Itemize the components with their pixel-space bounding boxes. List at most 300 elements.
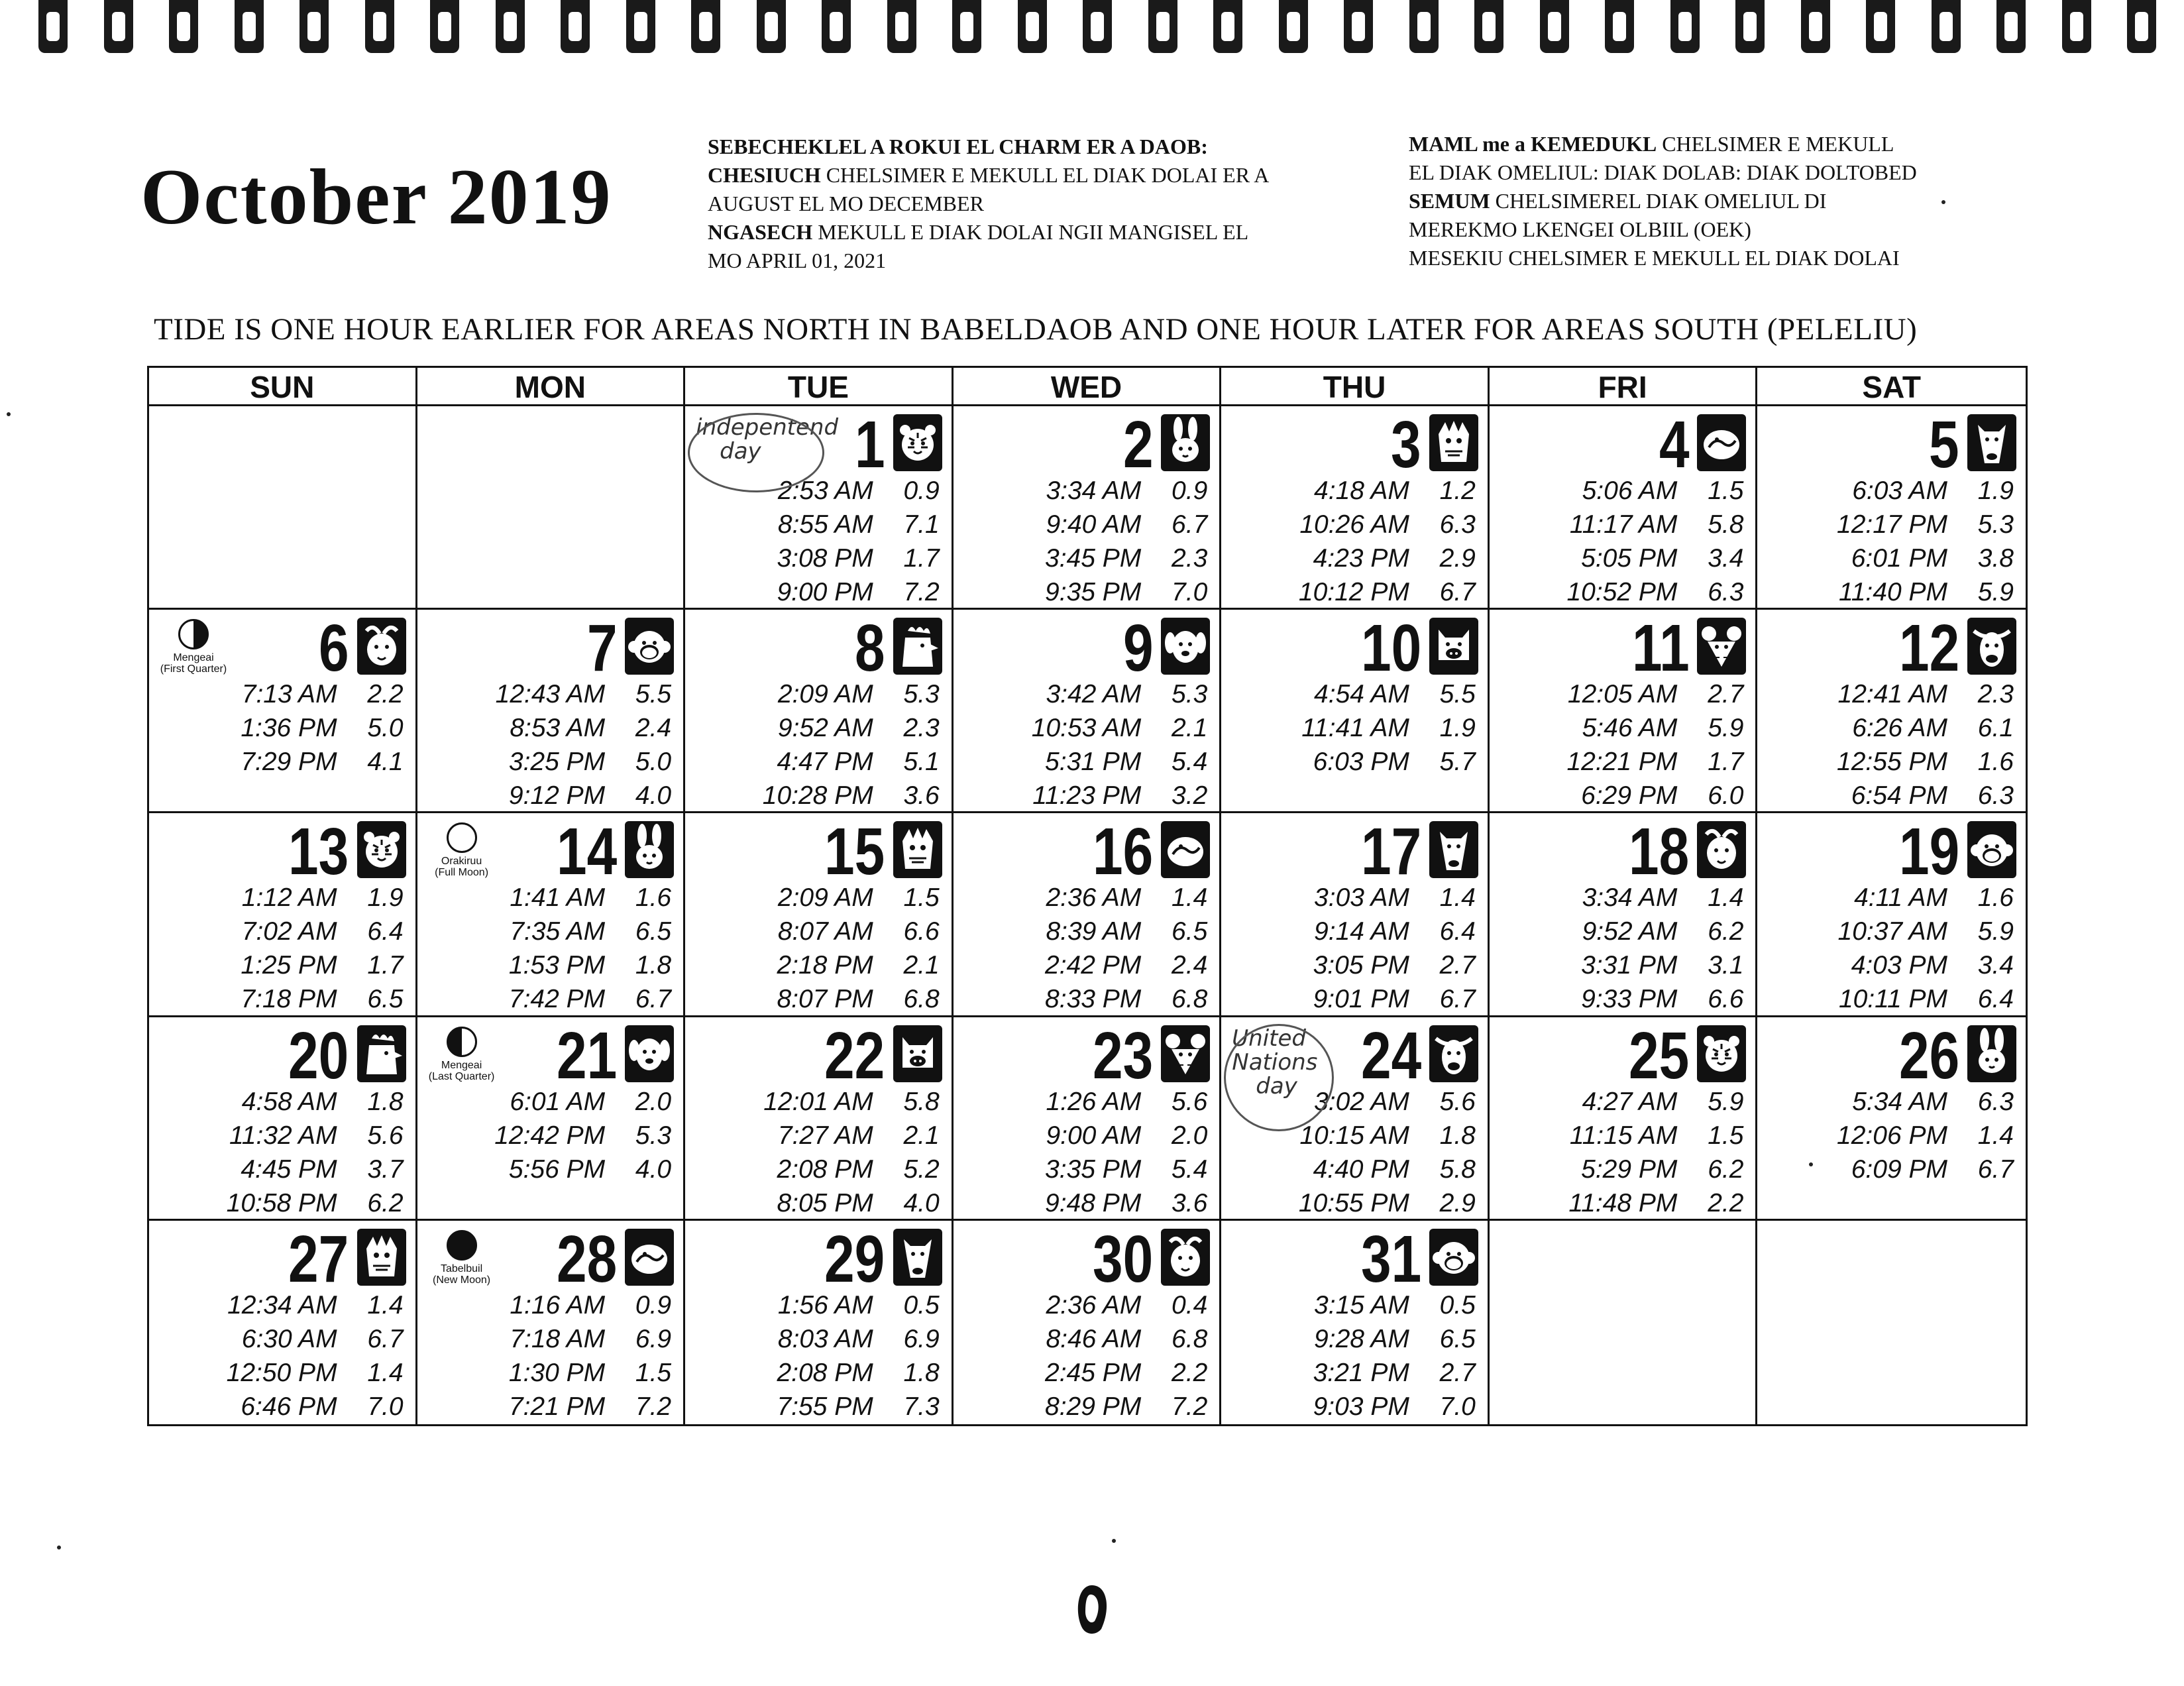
tide-row [763, 745, 940, 779]
binding-ring [1735, 0, 1765, 53]
moon-phase [425, 1230, 498, 1286]
day-cell [1490, 610, 1758, 813]
tide-row [1566, 779, 1743, 813]
tide-list [1566, 474, 1743, 609]
tide-time: 7:18 PM [241, 985, 337, 1014]
tide-time: 4:03 PM [1851, 951, 1947, 980]
tide-time: 3:25 PM [508, 748, 606, 777]
day-cell [1221, 813, 1490, 1017]
tide-height: 1.6 [1977, 748, 2014, 777]
tide-height: 5.5 [1439, 680, 1476, 709]
tide-row [763, 677, 940, 711]
tide-time: 5:06 AM [1582, 477, 1678, 505]
rabbit-icon [1161, 414, 1210, 471]
binding-ring [1670, 0, 1700, 53]
day-number: 3 [1391, 408, 1421, 482]
day-cell [149, 1017, 417, 1221]
day-cell [685, 1221, 954, 1424]
note-text: MEKULL E DIAK DOLAI NGII MANGISEL EL [812, 220, 1249, 244]
tide-time: 4:54 AM [1314, 680, 1409, 709]
tide-height: 6.2 [1708, 1154, 1744, 1184]
tide-row [1045, 881, 1207, 915]
tide-height: 1.4 [1977, 1121, 2014, 1150]
tide-height: 1.9 [367, 883, 404, 913]
tide-row [509, 915, 671, 948]
tide-list [1045, 474, 1207, 609]
speck [7, 412, 11, 416]
tide-height: 2.4 [1172, 951, 1208, 980]
day-cell [685, 813, 954, 1017]
tide-height: 7.2 [635, 1392, 672, 1421]
horse-icon [1429, 821, 1478, 878]
tide-time: 6:03 PM [1313, 748, 1409, 777]
tide-time: 9:00 AM [1046, 1121, 1142, 1150]
tide-time: 2:53 AM [777, 477, 873, 505]
tide-row [1568, 1152, 1743, 1186]
tide-row [1581, 915, 1743, 948]
binding-ring [1605, 0, 1634, 53]
tide-time: 12:43 AM [495, 680, 606, 709]
tide-time: 10:12 PM [1298, 578, 1409, 606]
tide-time: 2:18 PM [777, 951, 873, 980]
tide-height: 5.9 [1977, 917, 2014, 946]
tide-time: 3:03 AM [1314, 883, 1409, 913]
tide-row [1299, 474, 1476, 508]
goat-icon [357, 618, 406, 675]
tide-height: 1.5 [635, 1358, 672, 1387]
binding-ring [1540, 0, 1569, 53]
tide-row [1032, 745, 1207, 779]
day-cell [685, 1017, 954, 1221]
tide-height: 6.6 [1708, 985, 1744, 1014]
moon-phase [157, 619, 230, 675]
tide-time: 2:09 AM [777, 883, 873, 913]
tide-list [1568, 1085, 1743, 1220]
binding-ring [822, 0, 851, 53]
tide-time: 12:55 PM [1837, 748, 1947, 777]
tide-time: 1:25 PM [241, 951, 337, 980]
tide-row [494, 1119, 671, 1152]
tiger-icon [893, 414, 942, 471]
rooster-icon [893, 618, 942, 675]
tide-height: 0.5 [903, 1290, 940, 1320]
weekday-header: SAT [1757, 368, 2026, 406]
tide-height: 6.0 [1708, 781, 1744, 811]
binding-ring [169, 0, 198, 53]
tide-time: 7:55 PM [777, 1392, 873, 1421]
tide-height: 6.9 [903, 1324, 940, 1353]
tide-height: 7.3 [903, 1392, 940, 1421]
binding-ring [691, 0, 720, 53]
tiger-icon [357, 821, 406, 878]
tide-list [241, 881, 403, 1016]
binding-ring [104, 0, 133, 53]
tide-row [777, 575, 939, 609]
tide-time: 3:45 PM [1045, 544, 1142, 573]
tide-time: 12:41 AM [1837, 680, 1947, 709]
tide-row [241, 948, 403, 982]
tide-height: 5.9 [1708, 1087, 1744, 1116]
goat-icon [1161, 1229, 1210, 1286]
speck [57, 1546, 61, 1549]
tide-row [777, 948, 939, 982]
tide-height: 5.1 [903, 748, 940, 777]
tide-headline: TIDE IS ONE HOUR EARLIER FOR AREAS NORTH IN BABELDAOB AND ONE HOUR LATER FOR AREAS SOUTH (PELELIU) [154, 312, 1918, 347]
tide-row [509, 1390, 671, 1424]
tide-height: 2.9 [1439, 544, 1476, 573]
snake-icon [625, 1229, 674, 1286]
tide-height: 5.3 [635, 1121, 672, 1150]
tide-list [227, 1085, 404, 1220]
tide-height: 1.4 [1172, 883, 1208, 913]
tide-time: 11:41 AM [1301, 714, 1409, 743]
tide-height: 1.5 [1708, 477, 1744, 505]
tide-list [1837, 474, 2014, 609]
tide-row [1581, 982, 1743, 1016]
tide-row [1837, 711, 2014, 745]
tide-row [777, 1322, 939, 1356]
tide-time: 9:35 PM [1045, 578, 1142, 606]
moon-name: Mengeai [441, 1059, 482, 1071]
handwritten-line: United [1232, 1025, 1306, 1052]
tide-height: 6.1 [1977, 714, 2014, 743]
tide-height: 6.7 [1439, 985, 1476, 1014]
tide-row [227, 1390, 404, 1424]
tide-height: 6.9 [635, 1324, 672, 1353]
note-bold: SEMUM [1409, 189, 1490, 213]
tide-time: 3:34 AM [1582, 883, 1678, 913]
tide-height: 7.0 [367, 1392, 404, 1421]
tide-row [496, 711, 671, 745]
tide-height: 5.6 [1439, 1087, 1476, 1116]
day-cell [417, 813, 686, 1017]
binding-ring [1474, 0, 1503, 53]
tide-row [1045, 1186, 1207, 1220]
tide-height: 6.8 [1172, 1324, 1208, 1353]
binding-ring [1344, 0, 1373, 53]
tide-row [1045, 982, 1207, 1016]
tide-row [1837, 1085, 2014, 1119]
tide-time: 9:48 PM [1045, 1188, 1142, 1217]
tide-height: 1.9 [1977, 477, 2014, 505]
tide-height: 5.3 [1172, 680, 1208, 709]
tide-height: 6.7 [635, 985, 672, 1014]
day-cell [685, 406, 954, 610]
handwritten-line: Nations [1232, 1048, 1318, 1076]
tide-time: 11:40 PM [1838, 578, 1947, 606]
tide-height: 1.8 [1439, 1121, 1476, 1150]
day-number: 24 [1360, 1018, 1421, 1093]
tide-time: 9:28 AM [1314, 1324, 1409, 1353]
tide-height: 1.9 [1439, 714, 1476, 743]
tide-time: 7:02 AM [241, 917, 337, 946]
tide-row [1045, 1356, 1207, 1390]
tide-height: 6.3 [1977, 781, 2014, 811]
moon-phase [425, 822, 498, 878]
binding-ring [300, 0, 329, 53]
note-text: AUGUST EL MO DECEMBER [708, 192, 984, 215]
tide-row [241, 881, 403, 915]
tide-row [1568, 1119, 1743, 1152]
tide-time: 10:53 AM [1031, 714, 1142, 743]
tide-row [241, 915, 403, 948]
tide-row [763, 1085, 939, 1119]
tide-height: 1.4 [367, 1358, 404, 1387]
tide-row [1301, 677, 1476, 711]
day-cell [1221, 1017, 1490, 1221]
tide-time: 2:36 AM [1046, 1290, 1142, 1320]
calendar-grid [147, 366, 2028, 1426]
tide-height: 7.2 [1172, 1392, 1208, 1421]
moon-phase-icon [447, 1230, 477, 1261]
tide-height: 2.7 [1439, 951, 1476, 980]
tide-list [1838, 881, 2014, 1016]
dog-icon [1161, 618, 1210, 675]
note-bold: SEBECHEKLEL A ROKUI EL CHARM ER A DAOB: [708, 135, 1208, 158]
tide-height: 2.9 [1439, 1188, 1476, 1217]
tide-list [1299, 474, 1476, 609]
tide-row [1838, 982, 2014, 1016]
tide-time: 5:56 PM [508, 1154, 606, 1184]
tide-list [1837, 677, 2014, 813]
tide-time: 2:36 AM [1046, 883, 1142, 913]
tide-time: 10:26 AM [1299, 510, 1409, 539]
tide-row [763, 1152, 939, 1186]
tide-time: 8:55 AM [777, 510, 873, 539]
tide-list [777, 1288, 939, 1424]
tide-list [509, 1288, 671, 1424]
tide-height: 6.5 [367, 985, 404, 1014]
tide-height: 7.0 [1172, 578, 1208, 606]
tide-row [1568, 1085, 1743, 1119]
dog-icon [625, 1025, 674, 1082]
tide-height: 0.5 [1439, 1290, 1476, 1320]
monkey-icon [1429, 1229, 1478, 1286]
tide-time: 4:23 PM [1313, 544, 1409, 573]
tide-row [777, 1356, 939, 1390]
tide-time: 6:01 AM [510, 1087, 606, 1116]
tide-time: 11:48 PM [1568, 1188, 1678, 1217]
moon-phase-label: (Last Quarter) [428, 1070, 495, 1082]
day-number: 10 [1360, 611, 1421, 686]
binding-ring [1213, 0, 1242, 53]
tide-list [496, 677, 671, 813]
tide-height: 0.9 [903, 477, 940, 505]
day-number: 8 [855, 611, 885, 686]
day-cell [685, 610, 954, 813]
day-cell [417, 406, 686, 610]
tide-row [1566, 745, 1743, 779]
note-line [1409, 130, 2038, 158]
tide-time: 10:37 AM [1837, 917, 1947, 946]
speck [1112, 1539, 1116, 1543]
day-number: 13 [288, 815, 349, 889]
note-text: MEREKMO LKENGEI OLBIIL (OEK) [1409, 217, 1751, 241]
day-cell [954, 1017, 1222, 1221]
binding-ring [1083, 0, 1112, 53]
tide-row [1837, 508, 2014, 541]
tide-row [1581, 881, 1743, 915]
tide-height: 3.7 [367, 1154, 404, 1184]
day-cell [149, 1221, 417, 1424]
tide-list [1045, 1288, 1207, 1424]
note-line [708, 161, 1337, 190]
tide-height: 5.8 [1439, 1154, 1476, 1184]
tide-time: 5:29 PM [1581, 1154, 1678, 1184]
tide-height: 4.0 [635, 781, 672, 811]
pig-icon [893, 1025, 942, 1082]
tide-row [509, 881, 671, 915]
binding-ring [561, 0, 590, 53]
day-cell [1490, 1017, 1758, 1221]
day-cell [1221, 406, 1490, 610]
binding-ring [235, 0, 264, 53]
day-number: 29 [824, 1221, 885, 1296]
ox-icon [1967, 618, 2016, 675]
day-cell [1757, 1221, 2026, 1424]
tide-row [1045, 1085, 1207, 1119]
binding-ring [1932, 0, 1961, 53]
tide-time: 7:27 AM [777, 1121, 873, 1150]
tide-height: 2.2 [1708, 1188, 1744, 1217]
binding-ring [1018, 0, 1047, 53]
tide-height: 2.3 [1977, 680, 2014, 709]
tide-height: 4.1 [367, 748, 404, 777]
tide-time: 10:55 PM [1298, 1188, 1409, 1217]
handwritten-circle [688, 413, 824, 492]
tide-height: 2.4 [635, 714, 672, 743]
day-cell [149, 813, 417, 1017]
day-number: 30 [1093, 1221, 1154, 1296]
tide-time: 5:31 PM [1045, 748, 1142, 777]
tide-height: 1.5 [1708, 1121, 1744, 1150]
tide-time: 4:11 AM [1854, 883, 1947, 913]
tide-list [1045, 881, 1207, 1016]
tide-time: 2:08 PM [777, 1154, 873, 1184]
tide-time: 9:01 PM [1313, 985, 1409, 1014]
tide-row [241, 745, 403, 779]
tide-time: 2:09 AM [777, 680, 873, 709]
binding-ring [2127, 0, 2156, 53]
note-line [708, 133, 1337, 161]
day-cell [1757, 610, 2026, 813]
day-number: 11 [1631, 611, 1690, 686]
day-number: 27 [288, 1221, 349, 1296]
tide-time: 2:08 PM [777, 1358, 873, 1387]
tide-height: 2.2 [1172, 1358, 1208, 1387]
handwritten-circle [1224, 1024, 1334, 1131]
tide-time: 7:13 AM [241, 680, 337, 709]
horse-icon [1967, 414, 2016, 471]
tide-time: 5:05 PM [1581, 544, 1678, 573]
tide-row [1837, 779, 2014, 813]
tide-row [1566, 677, 1743, 711]
tide-height: 1.4 [1439, 883, 1476, 913]
binding-ring [757, 0, 786, 53]
rabbit-icon [1967, 1025, 2016, 1082]
tide-list [494, 1085, 671, 1186]
tide-height: 1.6 [1977, 883, 2014, 913]
moon-phase-icon [447, 1027, 477, 1057]
handwritten-note [693, 416, 838, 463]
horse-icon [893, 1229, 942, 1286]
tide-height: 6.7 [1439, 578, 1476, 606]
tide-row [1301, 711, 1476, 745]
tide-height: 0.9 [635, 1290, 672, 1320]
tide-row [1837, 474, 2014, 508]
tide-time: 5:46 AM [1582, 714, 1678, 743]
tide-row [496, 745, 671, 779]
tide-row [1299, 1119, 1476, 1152]
tide-time: 12:01 AM [763, 1087, 873, 1116]
day-number: 16 [1093, 815, 1154, 889]
handwritten-line: indepentend [696, 414, 839, 441]
tide-row [1045, 948, 1207, 982]
tide-row [1032, 779, 1207, 813]
monkey-icon [625, 618, 674, 675]
tide-height: 5.7 [1439, 748, 1476, 777]
tide-row [241, 711, 403, 745]
tide-height: 5.2 [903, 1154, 940, 1184]
day-number: 7 [586, 611, 618, 686]
tide-height: 3.6 [1172, 1188, 1208, 1217]
tide-time: 7:18 AM [510, 1324, 606, 1353]
tide-row [1313, 1288, 1476, 1322]
tide-time: 9:40 AM [1046, 510, 1142, 539]
tide-list [241, 677, 403, 779]
tide-height: 1.8 [635, 951, 672, 980]
tide-row [1313, 1356, 1476, 1390]
tide-row [1837, 677, 2014, 711]
monkey-icon [1967, 821, 2016, 878]
handwritten-line: day [720, 438, 761, 465]
tide-row [509, 1288, 671, 1322]
hanging-hole [1072, 1583, 1112, 1636]
binding-ring [38, 0, 68, 53]
dragon-icon [1429, 414, 1478, 471]
tide-time: 3:15 AM [1314, 1290, 1409, 1320]
rat-icon [1697, 618, 1746, 675]
tide-row [777, 1390, 939, 1424]
tide-height: 6.5 [635, 917, 672, 946]
binding-ring [1409, 0, 1439, 53]
day-cell [1221, 610, 1490, 813]
moon-phase [425, 1027, 498, 1082]
tide-time: 12:21 PM [1566, 748, 1678, 777]
rat-icon [1161, 1025, 1210, 1082]
month-title: October 2019 [140, 152, 612, 241]
note-line [708, 218, 1337, 247]
tide-row [227, 1356, 404, 1390]
tide-row [241, 677, 403, 711]
tide-time: 9:14 AM [1314, 917, 1409, 946]
tide-height: 2.0 [1172, 1121, 1208, 1150]
moon-phase-label: (Full Moon) [435, 867, 489, 879]
tide-height: 1.7 [903, 544, 940, 573]
speck [1941, 200, 1945, 204]
handwritten-line: day [1256, 1072, 1297, 1099]
note-line [708, 190, 1337, 218]
tide-height: 5.0 [635, 748, 672, 777]
weekday-header: TUE [685, 368, 954, 406]
tide-row [1838, 915, 2014, 948]
tide-height: 5.4 [1172, 748, 1208, 777]
tide-height: 2.7 [1708, 680, 1744, 709]
tide-time: 9:52 AM [777, 714, 873, 743]
tide-time: 3:35 PM [1045, 1154, 1142, 1184]
tide-time: 4:45 PM [241, 1154, 337, 1184]
tide-height: 6.3 [1439, 510, 1476, 539]
